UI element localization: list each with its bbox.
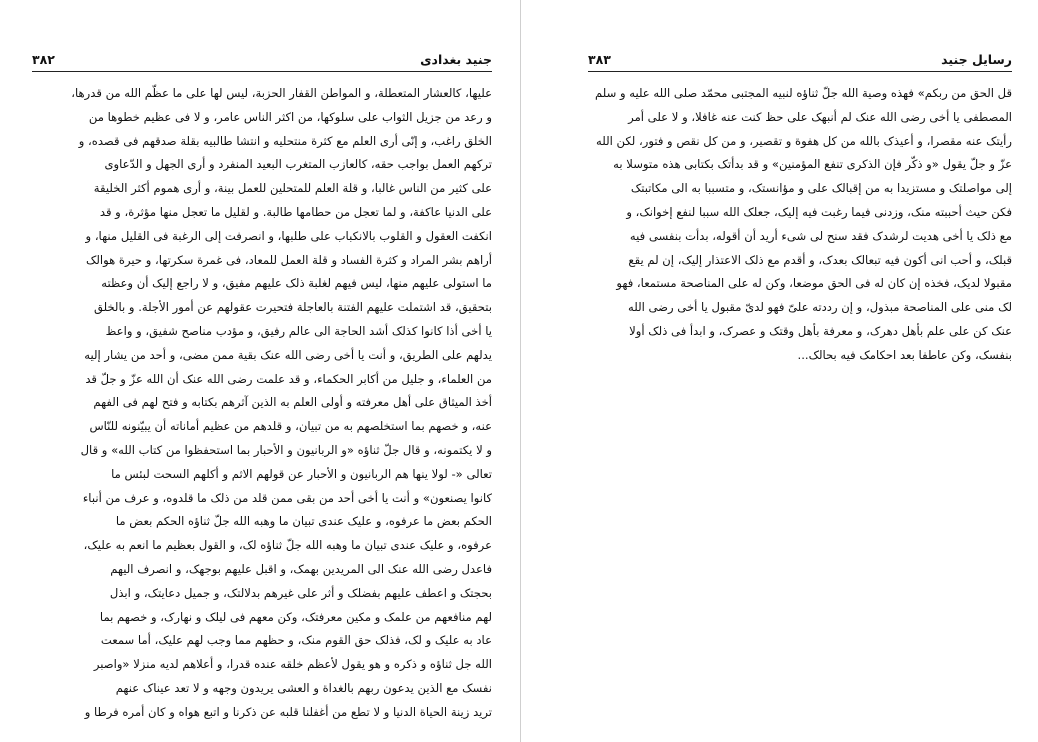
text-line: و لا یکتمونه، و قال جلّ ثناؤه «و الربانیون و الأحبار بما استحفظوا من کتاب الله» و قال xyxy=(80,442,492,457)
body-text xyxy=(588,82,1012,368)
text-line: عنه، و خصهم بما استخلصهم به من تبیان، و قلدهم من عظیم أماناته أن یبیّنونه للنّاس xyxy=(89,419,492,434)
text-line: تعالی «- لولا ینها هم الربانیون و الأحبار عن قولهم الاثم و أکلهم السحت لبئس ما xyxy=(111,466,492,481)
text-line: فاعدل رضی الله عنک الی المریدین بهمک، و اقبل علیهم بوجهک، و انصرف الیهم xyxy=(110,561,492,576)
right-page xyxy=(588,0,1012,742)
running-title: رسایل جنید xyxy=(941,52,1012,67)
text-line: الله جل ثناؤه و ذکره و هو یقول لأعظم خلقه عنده قدرا، و أعلاهم لدیه منزلا «واصبر xyxy=(93,657,492,672)
running-title: جنید بغدادی xyxy=(420,52,492,67)
text-line: إلی مواصلتک و مستزیدا به من إقبالک علی و مؤانستک، و متسببا به الی مکاتبتک xyxy=(630,181,1012,196)
text-line: انکفت العقول و القلوب بالانکباب علی طلبها، و انصرفت إلی الرغبة فی القلیل منها، و xyxy=(85,228,492,243)
text-line: بحجتک و اعطف علیهم بفضلک و أثر علی غیرهم بدلالتک، و جمیل دعایتک، و ابذل xyxy=(109,585,492,600)
page-number: ۳۸۲ xyxy=(32,52,55,67)
body-text xyxy=(32,82,492,725)
text-line: ترکهم العمل بواجب حقه، کالعازب المتغرب البعید المنفرد و أری الجهل و الدّعاوی xyxy=(104,157,492,172)
text-line: عزّ و جلّ یقول «و ذکّر فإن الذکری تنفع المؤمنین» و قد بدأتک بکتابی هذه متوسلا به xyxy=(613,157,1012,172)
text-line: الحکم بعض ما عرفوه، و علیک عندی تبیان ما وهبه الله جلّ ثناؤه الحکم بعض ما xyxy=(115,514,492,529)
text-line: ترید زینة الحیاة الدنیا و لا تطع من أغفلنا قلبه عن ذکرنا و اتبع هواه و کان أمره فرطا و xyxy=(84,704,492,719)
text-line: قبلک، و أحب انی أکون فیه تبعالک بعدک، و أقدم مع ذلک الاعتذار إلیک، إن لم یقع xyxy=(628,252,1012,267)
text-line: المصطفی یا أخی رضی الله عنک لم أنبهک علی حظ کنت عنه غافلا، و لا علی أمر xyxy=(628,109,1012,124)
text-line: یدلهم علی الطریق، و أنت یا أخی رضی الله عنک بقیة ممن مضی، و أحد من یشار إلیه xyxy=(84,347,492,362)
text-line: عرفوه، و علیک عندی تبیان ما وهبه الله جلّ ثناؤه لک، و القول بعظیم ما انعم به علیک، xyxy=(83,538,492,553)
header-rule xyxy=(32,71,492,72)
text-line: رأیتک عنه مقصرا، و أعیذک بالله من کل هفوة و تقصیر، و من کل نقص و فتور، لکن الله xyxy=(596,133,1012,148)
text-line: أراهم بشر المراد و کثرة الفساد و قلة العمل للمعاد، فی غمرة سکرتها، و حیرة هوالک xyxy=(86,252,492,267)
text-line: لک منی علی المناصحة مبذول، و إن رددته علیّ فهو لدیّ مقبول یا أخی رضی الله xyxy=(628,300,1012,315)
page-spread-divider xyxy=(520,0,521,742)
text-line: علیها، کالعشار المتعطلة، و المواطن القفار الحزبة، لیس لها علی ما عظّم الله من قدرها، xyxy=(71,86,492,100)
text-line: علی کثیر من الناس غالبا، و قلة العلم للمتحلین للعمل بینة، و أری هموم أکثر الخلیقة xyxy=(93,181,492,196)
text-line: أخذ المیثاق علی أهل معرفته و أولی العلم به الذین آثرهم بکتابه و فتح لهم فی الفهم xyxy=(93,395,492,410)
page-header xyxy=(32,52,492,70)
text-line: نفسک مع الذین یدعون ربهم بالغداة و العشی یریدون وجهه و لا تعد عیناک عنهم xyxy=(115,680,492,695)
left-page xyxy=(32,0,492,742)
text-line: بتحقیق، قد اشتملت علیهم الفتنة بالعاجلة فتحیرت عقولهم عن أمور الأجلة. و بالخلق xyxy=(93,300,492,315)
text-line: لهم منافعهم من علمک و مکین معرفتک، وکن معهم فی لیلک و نهارک، و خصهم بما xyxy=(99,609,492,624)
text-line: الخلق راغب، و إنّی أری العلم مع کثرة منتحلیه و انتشا طالبیه بقلة صدقهم فی قصده، و xyxy=(78,133,492,148)
page-number: ۳۸۳ xyxy=(588,52,611,67)
text-line: مقبولا لدیک، فخذه إن کان له فی الحق موضعا، وکن له علی المناصحة مستمعا، فهو xyxy=(616,276,1012,291)
header-rule xyxy=(588,71,1012,72)
text-line: فکن حیث أحببته منک، وزدنی فیما رغبت فیه إلیک، جعلک الله سببا لنفع إخوانک، و xyxy=(626,204,1012,219)
text-line: عاد به علیک و لک، فذلک حق القوم منک، و حظهم مما وجب لهم علیک، أما سمعت xyxy=(100,633,492,648)
text-line: بنفسک، وکن عاطفا بعد احکامک فیه بحالک... xyxy=(797,347,1012,362)
page-header xyxy=(588,52,1012,70)
text-line: مع ذلک یا أخی هدیت لرشدک فقد سنح لی شیء أرید أن أقوله، بدأت بنفسی فیه xyxy=(629,228,1012,243)
text-line: کانوا یصنعون» و أنت یا أخی أحد من بقی ممن قلد من ذلک ما قلدوه، و عرف من أنباء xyxy=(82,490,492,505)
text-line: و رعد من جزیل الثواب علی سلوکها، من اکثر الناس عامر، و لا فی عظیم خطوها من xyxy=(88,109,492,124)
text-line: یا أخی أذا کانوا کذلک أشد الحاجة الی عالم رفیق، و مؤدب مناصح شفیق، و واعظ xyxy=(105,323,492,338)
text-line: قل الحق من ربکم» فهذه وصیة الله جلّ ثناؤه لنبیه المجتبی محمّد صلی الله علیه و سلم xyxy=(595,86,1012,100)
text-line: علی الدنیا عاکفة، و لما تعجل من حطامها طالبة. و لقلیل ما تعجل منها مؤثرة، و قد xyxy=(99,204,492,219)
text-line: من العلماء، و جلیل من أکابر الحکماء، و قد علمت رضی الله عنک أن الله عزّ و جلّ قد xyxy=(85,371,492,386)
text-line: ما استولی علیهم منها، لیس فیهم لغلبة ذلک علیهم مفیق، و لا راجع إلیک أن وعظته xyxy=(101,276,492,291)
text-line: عنک کن علی علم بأهل دهرک، و معرفة بأهل وقتک و عصرک، و ابدأ فی ذلک أولا xyxy=(629,323,1012,338)
